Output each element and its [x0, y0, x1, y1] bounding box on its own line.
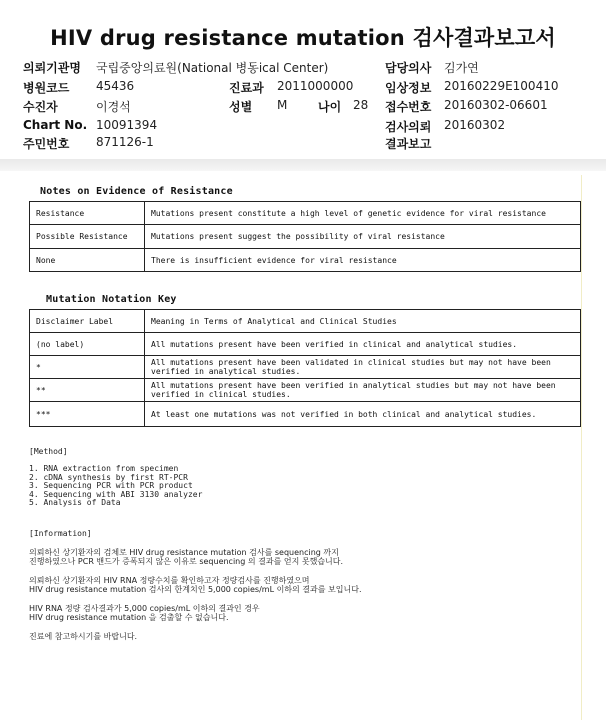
column-header-meaning: Meaning in Terms of Analytical and Clinical Studies: [145, 310, 581, 333]
request-date-label: 검사의뢰: [385, 120, 432, 134]
table-row: [30, 202, 581, 225]
method-step: 2. cDNA synthesis by first RT-PCR: [29, 472, 188, 482]
info-line: 의뢰하신 상기환자의 검체로 HIV drug resistance mutation 검사를 sequencing 까지: [29, 548, 339, 557]
notation-meaning: All mutations present have been verified in analytical studies but may not have been verified in clinical studies.: [145, 379, 581, 402]
method-step: 4. Sequencing with ABI 3130 analyzer: [29, 489, 203, 499]
evidence-section-title: Notes on Evidence of Resistance: [40, 186, 233, 197]
notation-table: [29, 309, 581, 427]
evidence-table: [29, 201, 581, 272]
physician-value: 김가연: [444, 61, 479, 75]
request-date-value: 20160302: [444, 118, 506, 132]
chart-no-label: Chart No.: [23, 118, 88, 132]
report-title: HIV drug resistance mutation 검사결과보고서: [50, 26, 556, 50]
info-line: 진행하였으나 PCR 밴드가 증폭되지 않은 이유로 sequencing 의 결과를 얻지 못했습니다.: [29, 557, 344, 566]
resident-no-value: 871126-1: [96, 135, 154, 149]
receipt-no-value: 20160302-06601: [444, 98, 548, 112]
info-line: 진료에 참고하시기를 바랍니다.: [29, 632, 138, 641]
table-header-row: [30, 310, 581, 333]
age-value: 28: [353, 98, 369, 112]
method-step: 5. Analysis of Data: [29, 498, 121, 507]
information-heading: [Information]: [29, 529, 92, 538]
info-line: 의뢰하신 상기환자의 HIV RNA 정량수치를 확인하고자 정량검사를 진행하였으며: [29, 576, 310, 585]
table-row: [30, 333, 581, 356]
receipt-no-label: 접수번호: [385, 100, 432, 114]
evidence-desc: Mutations present constitute a high level of genetic evidence for viral resistance: [145, 202, 581, 225]
evidence-term: None: [30, 249, 145, 272]
chart-no-value: 10091394: [96, 118, 158, 132]
patient-label: 수진자: [23, 100, 58, 114]
notation-meaning: At least one mutations was not verified in both clinical and analytical studies.: [145, 402, 581, 427]
table-row: [30, 249, 581, 272]
notation-meaning: All mutations present have been validated in clinical studies but may not have been verified in analytical studies.: [145, 356, 581, 379]
department-label: 진료과: [229, 81, 264, 95]
sex-value: M: [277, 98, 288, 112]
evidence-term: Possible Resistance: [30, 225, 145, 249]
table-row: [30, 379, 581, 402]
info-line: HIV drug resistance mutation 검사의 한계치인 5,000 copies/mL 이하의 결과를 보입니다.: [29, 585, 362, 594]
info-line: HIV RNA 정량 검사결과가 5,000 copies/mL 이하의 결과인 경우: [29, 604, 260, 613]
department-value: 2011000000: [277, 79, 354, 93]
result-report-label: 결과보고: [385, 137, 432, 151]
hospital-code-value: 45436: [96, 79, 135, 93]
table-row: [30, 225, 581, 249]
clinical-info-label: 임상정보: [385, 81, 432, 95]
column-header-label: Disclaimer Label: [30, 310, 145, 333]
notation-label: ***: [30, 402, 145, 427]
notation-section-title: Mutation Notation Key: [46, 294, 177, 305]
patient-value: 이경석: [96, 100, 131, 114]
margin-guide-line: [581, 175, 582, 720]
method-step: 1. RNA extraction from specimen: [29, 464, 179, 473]
evidence-desc: Mutations present suggest the possibility of viral resistance: [145, 225, 581, 249]
notation-meaning: All mutations present have been verified in clinical and analytical studies.: [145, 333, 581, 356]
method-step: 3. Sequencing PCR with PCR product: [29, 481, 193, 490]
evidence-term: Resistance: [30, 202, 145, 225]
evidence-desc: There is insufficient evidence for viral resistance: [145, 249, 581, 272]
age-label: 나이: [318, 100, 342, 114]
clinical-info-value: 20160229E100410: [444, 79, 559, 93]
institution-label: 의뢰기관명: [23, 61, 81, 75]
method-heading: [Method]: [29, 447, 68, 456]
institution-value: 국립중앙의료원(National 병동ical Center): [96, 61, 329, 75]
notation-label: (no label): [30, 333, 145, 356]
table-row: [30, 402, 581, 427]
info-line: HIV drug resistance mutation 을 검출할 수 없습니다.: [29, 613, 229, 622]
physician-label: 담당의사: [385, 61, 432, 75]
resident-no-label: 주민번호: [23, 137, 70, 151]
hospital-code-label: 병원코드: [23, 81, 70, 95]
table-row: [30, 356, 581, 379]
notation-label: **: [30, 379, 145, 402]
section-divider: [0, 159, 606, 171]
sex-label: 성별: [229, 100, 253, 114]
notation-label: *: [30, 356, 145, 379]
